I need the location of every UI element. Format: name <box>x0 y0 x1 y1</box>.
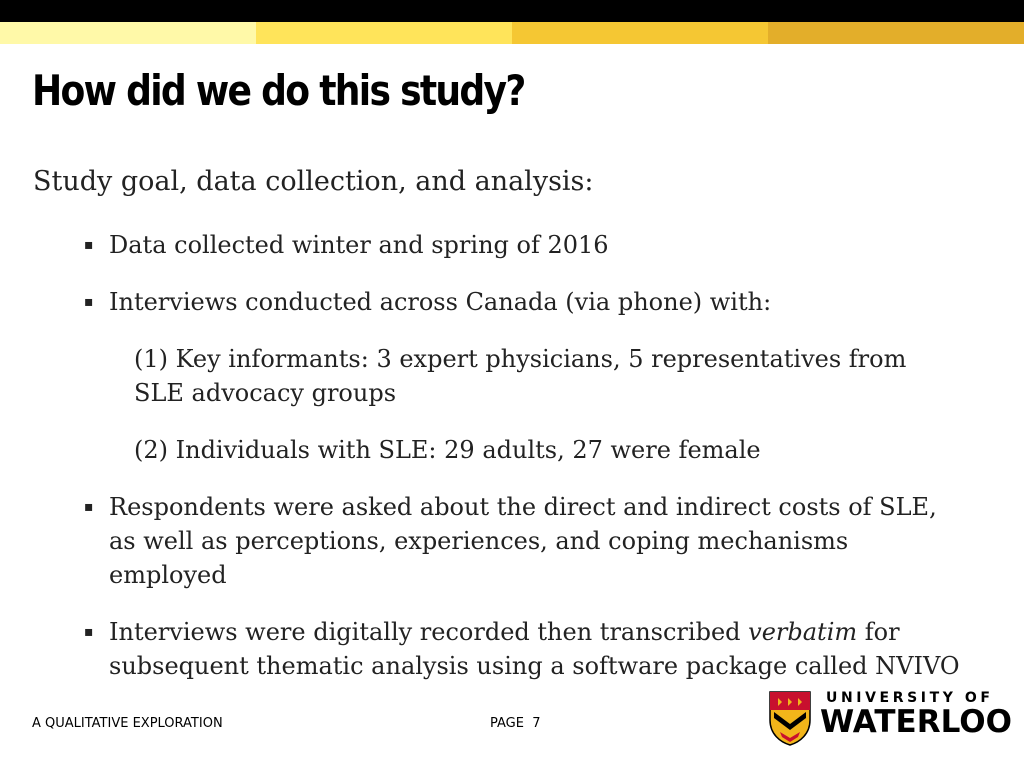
bullet-marker-icon: ▪ <box>84 624 94 640</box>
bullet-marker-icon: ▪ <box>84 237 94 253</box>
bullet-text-emphasis: verbatim <box>748 618 858 646</box>
bullet-text-after: for subsequent thematic analysis using a software package called NVIVO <box>109 618 960 680</box>
footer-page-number <box>490 716 541 731</box>
bullet-text-before: Interviews were digitally recorded then transcribed <box>109 618 749 646</box>
slide-title: How did we do this study? <box>32 66 525 115</box>
bullet-text: Data collected winter and spring of 2016 <box>109 231 609 259</box>
stripe-2 <box>256 22 512 44</box>
logo-line-university-of: UNIVERSITY OF <box>826 690 994 706</box>
footer-title: A QUALITATIVE EXPLORATION <box>32 716 223 731</box>
bullet-text: Interviews conducted across Canada (via phone) with: <box>109 288 772 316</box>
sub-item-key-informants: (1) Key informants: 3 expert physicians, 5 representatives from SLE advocacy groups <box>134 345 907 407</box>
bullet-marker-icon: ▪ <box>84 294 94 310</box>
stripe-4 <box>768 22 1024 44</box>
university-crest-icon <box>768 690 812 746</box>
stripe-3 <box>512 22 768 44</box>
university-logo <box>764 686 1012 750</box>
sub-item-individuals: (2) Individuals with SLE: 29 adults, 27 were female <box>134 436 761 464</box>
footer-page-value: 7 <box>532 716 541 731</box>
logo-line-waterloo: WATERLOO <box>820 704 1012 740</box>
slide-subtitle: Study goal, data collection, and analysis: <box>33 166 594 197</box>
bullet-text <box>109 615 989 683</box>
bullet-marker-icon: ▪ <box>84 499 94 515</box>
stripe-1 <box>0 22 256 44</box>
header-color-stripes <box>0 22 1024 44</box>
top-black-bar <box>0 0 1024 22</box>
footer-page-label: PAGE <box>490 716 524 731</box>
bullet-text: Respondents were asked about the direct and indirect costs of SLE, as well as perceptions, experiences, and coping mechanisms employed <box>109 493 937 589</box>
